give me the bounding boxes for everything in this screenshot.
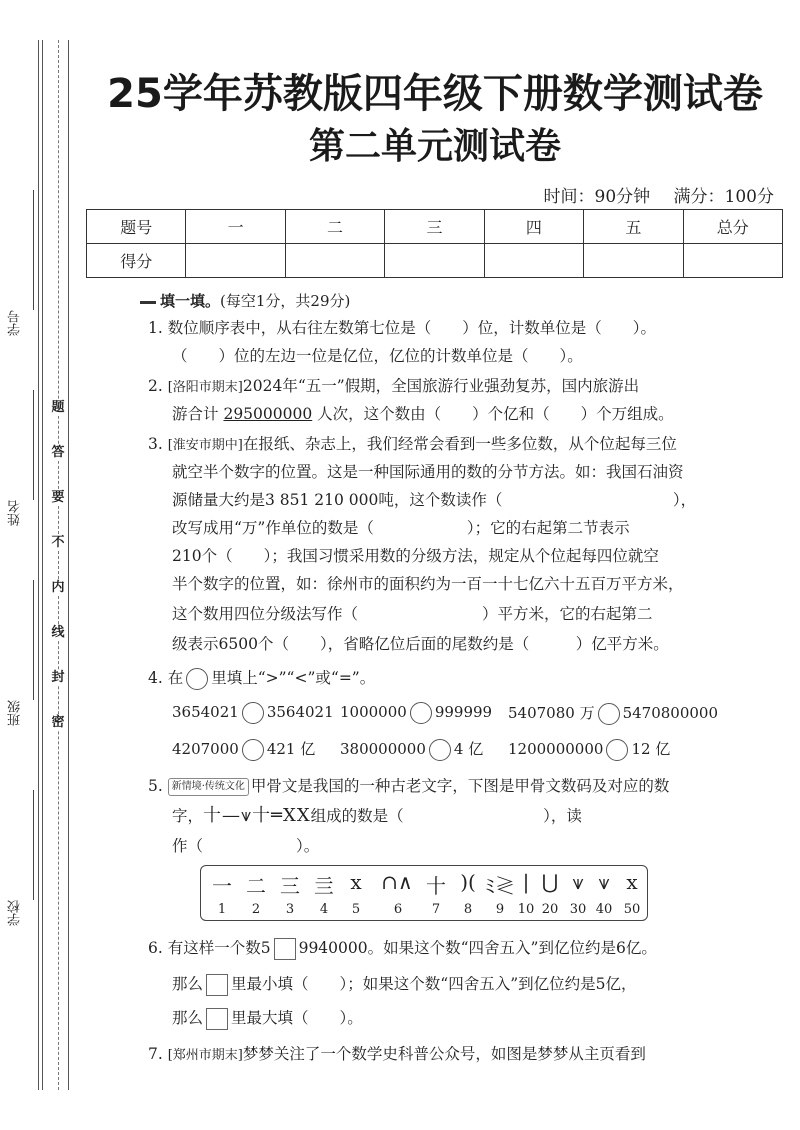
margin-rule bbox=[68, 40, 69, 1090]
time-limit: 时间：90分钟 bbox=[543, 187, 651, 207]
margin-rule bbox=[38, 40, 39, 1090]
comparison-left: 4207000 bbox=[172, 740, 239, 758]
source-tag: [郑州市期末] bbox=[167, 1048, 243, 1063]
comparison-item bbox=[340, 738, 483, 761]
question-2-line bbox=[148, 372, 639, 402]
question-3-line: 半个数字的位置，如：徐州市的面积约为一百一十七亿六十五百万平方米， bbox=[172, 575, 684, 593]
question-1-line: 1. 数位顺序表中，从右往左数第七位是（ ）位，计数单位是（ ）。 bbox=[148, 319, 656, 337]
question-5-line bbox=[148, 772, 669, 800]
name-label: 姓名 bbox=[8, 500, 23, 526]
oracle-glyph: ⅹ bbox=[626, 870, 638, 894]
oracle-glyph: ⋃ bbox=[541, 870, 559, 894]
comparison-item bbox=[172, 702, 334, 724]
question-3-line: 210个（ ）；我国习惯采用数的分级方法，规定从个位起每四位就空 bbox=[172, 547, 659, 565]
exam-title: 25学年苏教版四年级下册数学测试卷 bbox=[107, 71, 763, 117]
question-3-line: 这个数用四位分级法写作（ ）平方米，它的右起第二 bbox=[172, 605, 653, 623]
comparison-answer-circle[interactable] bbox=[606, 739, 628, 761]
section-title: 填一填。 bbox=[160, 292, 221, 310]
question-text: 2024年“五一”假期，全国旅游行业强劲复苏，国内旅游出 bbox=[242, 377, 640, 395]
oracle-number: 50 bbox=[623, 902, 641, 917]
oracle-glyph: | bbox=[522, 870, 530, 894]
comparison-right: 4 亿 bbox=[453, 740, 484, 758]
comparison-answer-circle[interactable] bbox=[598, 703, 620, 725]
comparison-item bbox=[340, 702, 492, 724]
seal-dashed-line bbox=[58, 40, 59, 1090]
score-header-cell: 五 bbox=[584, 210, 683, 244]
question-text: 游合计 bbox=[172, 405, 219, 423]
comparison-item bbox=[508, 702, 718, 725]
seal-char: 答 bbox=[51, 445, 65, 460]
question-text: 6. 有这样一个数5 bbox=[148, 939, 271, 957]
question-3-line: 改写成用“万”作单位的数是（ ）；它的右起第二节表示 bbox=[172, 519, 630, 537]
binding-margin bbox=[0, 0, 75, 1130]
score-table-header-row bbox=[87, 210, 783, 244]
oracle-number: 3 bbox=[285, 902, 295, 917]
seal-char: 题 bbox=[51, 400, 65, 415]
score-header-cell: 一 bbox=[186, 210, 285, 244]
question-text: 里填上“>”“<”或“=”。 bbox=[211, 669, 376, 687]
oracle-glyph-sequence: 十—⩛十═ⅩⅩ bbox=[203, 805, 311, 826]
seal-char: 不 bbox=[51, 535, 65, 550]
oracle-number: 30 bbox=[569, 902, 587, 917]
question-3-line: 级表示6500个（ ），省略亿位后面的尾数约是（ ）亿平方米。 bbox=[172, 635, 669, 653]
oracle-number: 40 bbox=[595, 902, 613, 917]
oracle-number: 20 bbox=[541, 902, 559, 917]
margin-rule bbox=[42, 40, 43, 1090]
question-6-line bbox=[148, 934, 657, 962]
question-text: 甲骨文是我国的一种古老文字，下图是甲骨文数码及对应的数 bbox=[250, 777, 670, 795]
question-text: 里最大填（ ）。 bbox=[231, 1009, 363, 1027]
question-text: 在报纸、杂志上，我们经常会看到一些多位数，从个位起每三位 bbox=[242, 435, 677, 453]
score-table bbox=[86, 209, 783, 278]
oracle-glyph: 二 bbox=[246, 874, 266, 898]
digit-box-icon bbox=[206, 974, 228, 996]
question-5-line bbox=[172, 802, 582, 830]
school-label: 学校 bbox=[8, 900, 23, 926]
question-7-line bbox=[148, 1040, 646, 1070]
question-6-line bbox=[172, 970, 636, 998]
comparison-left: 5407080 万 bbox=[508, 704, 595, 722]
question-text: 组成的数是（ ），读 bbox=[310, 807, 582, 825]
exam-subtitle: 第二单元测试卷 bbox=[308, 126, 561, 167]
question-number: 3. bbox=[148, 435, 163, 453]
question-number: 2. bbox=[148, 377, 163, 395]
question-text: 人次，这个数由（ ）个亿和（ ）个万组成。 bbox=[317, 405, 674, 423]
oracle-glyph: 亖 bbox=[314, 874, 334, 898]
comparison-right: 5470800000 bbox=[622, 704, 719, 722]
comparison-right: 999999 bbox=[434, 703, 493, 721]
comparison-right: 3564021 bbox=[266, 703, 334, 721]
oracle-number: 7 bbox=[431, 902, 441, 917]
oracle-glyph: ⩛ bbox=[572, 870, 584, 894]
oracle-glyph: )( bbox=[460, 870, 476, 894]
underlined-number: 295000000 bbox=[223, 405, 313, 423]
oracle-number: 2 bbox=[251, 902, 261, 917]
question-text: 字， bbox=[172, 807, 204, 825]
comparison-circle-icon bbox=[186, 668, 208, 690]
question-text: 里最小填（ ）；如果这个数“四舍五入”到亿位约是5亿， bbox=[231, 975, 637, 993]
question-3-line: 就空半个数字的位置。这是一种国际通用的数的分节方法。如：我国石油资 bbox=[172, 463, 684, 481]
question-4-line bbox=[148, 664, 375, 692]
class-blank[interactable] bbox=[33, 580, 34, 700]
score-header-cell: 四 bbox=[484, 210, 583, 244]
oracle-glyph: ⩛ bbox=[598, 870, 610, 894]
score-header-cell: 三 bbox=[385, 210, 484, 244]
score-cell[interactable] bbox=[683, 244, 782, 278]
context-badge: 新情境·传统文化 bbox=[168, 778, 249, 796]
full-score: 满分：100分 bbox=[673, 187, 774, 207]
oracle-number: 6 bbox=[393, 902, 403, 917]
question-number: 5. bbox=[148, 777, 163, 795]
student-id-label: 学号 bbox=[8, 310, 23, 336]
score-cell[interactable] bbox=[584, 244, 683, 278]
question-3-line: 源储量大约是3 851 210 000吨，这个数读作（ ）， bbox=[172, 491, 697, 509]
oracle-number: 4 bbox=[319, 902, 329, 917]
oracle-number: 1 bbox=[217, 902, 227, 917]
question-text: 梦梦关注了一个数学史科普公众号，如图是梦梦从主页看到 bbox=[242, 1045, 646, 1063]
comparison-right: 12 亿 bbox=[631, 740, 671, 758]
name-blank[interactable] bbox=[33, 390, 34, 500]
comparison-answer-circle[interactable] bbox=[242, 739, 264, 761]
question-number: 7. bbox=[148, 1045, 163, 1063]
comparison-left: 3654021 bbox=[172, 703, 239, 721]
oracle-glyph: ﾐ≷ bbox=[485, 874, 515, 898]
comparison-answer-circle[interactable] bbox=[429, 739, 451, 761]
seal-char: 密 bbox=[51, 715, 65, 730]
section-heading bbox=[140, 290, 350, 311]
digit-answer-box[interactable] bbox=[274, 938, 296, 960]
oracle-glyph: ⅹ bbox=[350, 870, 362, 894]
digit-box-icon bbox=[206, 1008, 228, 1030]
oracle-number: 9 bbox=[495, 902, 505, 917]
comparison-item bbox=[508, 738, 670, 761]
comparison-left: 1200000000 bbox=[508, 740, 604, 758]
seal-char: 封 bbox=[51, 670, 65, 685]
section-number-bar bbox=[140, 301, 156, 304]
seal-char: 线 bbox=[51, 625, 65, 640]
student-id-blank[interactable] bbox=[33, 190, 34, 310]
seal-char: 要 bbox=[51, 490, 65, 505]
score-table-score-row bbox=[87, 244, 783, 278]
question-5-line: 作（ ）。 bbox=[172, 837, 320, 855]
oracle-glyph: 一 bbox=[212, 874, 232, 898]
comparison-right: 421 亿 bbox=[266, 740, 316, 758]
oracle-glyph: 三 bbox=[280, 874, 300, 898]
score-cell[interactable] bbox=[186, 244, 285, 278]
comparison-item bbox=[172, 738, 315, 761]
question-1-line: （ ）位的左边一位是亿位，亿位的计数单位是（ ）。 bbox=[172, 347, 583, 365]
question-text: 那么 bbox=[172, 975, 204, 993]
comparison-answer-circle[interactable] bbox=[410, 702, 432, 724]
source-tag: [淮安市期中] bbox=[167, 438, 243, 453]
score-header-cell: 题号 bbox=[87, 210, 186, 244]
question-3-line bbox=[148, 430, 677, 460]
oracle-glyph: 十 bbox=[426, 874, 446, 898]
oracle-number: 8 bbox=[463, 902, 473, 917]
score-header-cell: 二 bbox=[285, 210, 384, 244]
score-cell[interactable] bbox=[484, 244, 583, 278]
comparison-answer-circle[interactable] bbox=[242, 702, 264, 724]
exam-meta bbox=[526, 182, 775, 207]
section-note: (每空1分，共29分) bbox=[220, 292, 351, 310]
score-row-label: 得分 bbox=[87, 244, 186, 278]
score-header-cell: 总分 bbox=[683, 210, 782, 244]
comparison-left: 380000000 bbox=[340, 740, 426, 758]
source-tag: [洛阳市期末] bbox=[167, 380, 243, 395]
question-text: 4. 在 bbox=[148, 669, 184, 687]
question-text: 9940000。如果这个数“四舍五入”到亿位约是6亿。 bbox=[298, 939, 657, 957]
class-label: 班级 bbox=[8, 700, 23, 726]
question-2-line bbox=[172, 400, 674, 428]
score-cell[interactable] bbox=[285, 244, 384, 278]
oracle-number: 10 bbox=[517, 902, 535, 917]
oracle-glyph: ∩∧ bbox=[381, 870, 413, 894]
score-cell[interactable] bbox=[385, 244, 484, 278]
seal-char: 内 bbox=[51, 580, 65, 595]
question-text: 那么 bbox=[172, 1009, 204, 1027]
question-6-line bbox=[172, 1004, 363, 1032]
school-blank[interactable] bbox=[33, 790, 34, 900]
comparison-left: 1000000 bbox=[340, 703, 407, 721]
oracle-bone-numeral-chart bbox=[200, 865, 648, 921]
oracle-number: 5 bbox=[351, 902, 361, 917]
